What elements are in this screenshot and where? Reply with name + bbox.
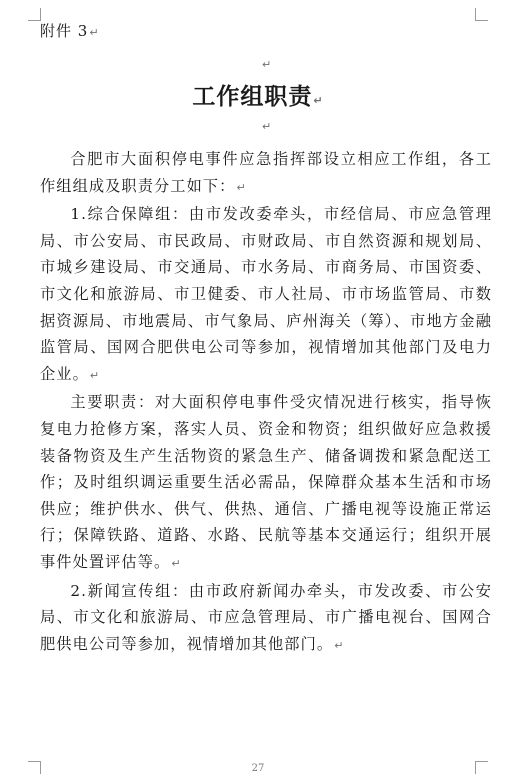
- paragraph-text: 1.综合保障组：由市发改委牵头，市经信局、市应急管理局、市公安局、市民政局、市财政局、市自然资源和规划局、市城乡建设局、市交通局、市水务局、市商务局、市国资委、市文化和旅游局、市卫健委、市人社局、市市场监管局、市数据资源局、市地震局、市气象局、庐州海关（筹）、市地方金融监管局、国网合肥供电公司等参加，视情增加其他部门及电力企业。: [40, 205, 492, 383]
- body-paragraph: [40, 389, 492, 577]
- attachment-label: [40, 20, 100, 41]
- crop-mark-top-right: [475, 8, 488, 21]
- body-paragraph: [40, 146, 492, 201]
- paragraph-mark: ↵: [334, 638, 345, 652]
- document-title: [0, 78, 516, 111]
- empty-paragraph-mark: ↵: [262, 120, 272, 133]
- paragraph-text: 2.新闻宣传组：由市政府新闻办牵头，市发改委、市公安局、市文化和旅游局、市应急管理局、市广播电视台、国网合肥供电公司等参加，视情增加其他部门。: [40, 581, 492, 653]
- paragraph-mark: ↵: [236, 180, 247, 194]
- paragraph-text: 合肥市大面积停电事件应急指挥部设立相应工作组，各工作组组成及职责分工如下：: [40, 150, 492, 195]
- document-title-text: 工作组职责: [192, 84, 313, 110]
- paragraph-mark: ↵: [171, 556, 182, 570]
- body-paragraph: [40, 578, 492, 660]
- paragraph-mark: ↵: [89, 368, 101, 382]
- empty-paragraph-mark: ↵: [262, 58, 272, 71]
- body-paragraph: [40, 201, 492, 389]
- paragraph-mark: ↵: [89, 26, 100, 39]
- document-body: [40, 146, 492, 659]
- paragraph-text: 主要职责：对大面积停电事件受灾情况进行核实，指导恢复电力抢修方案，落实人员、资金和物资；组织做好应急救援装备物资及生产生活物资的紧急生产、储备调拨和紧急配送工作；及时组织调运重要生活必需品，保障群众基本生活和市场供应；维护供水、供气、供热、通信、广播电视等设施正常运行；保障铁路、道路、水路、民航等基本交通运行；组织开展事件处置评估等。: [40, 393, 492, 571]
- attachment-label-text: 附件 3: [40, 22, 89, 40]
- page-number: 27: [251, 763, 265, 774]
- paragraph-mark: ↵: [313, 94, 324, 107]
